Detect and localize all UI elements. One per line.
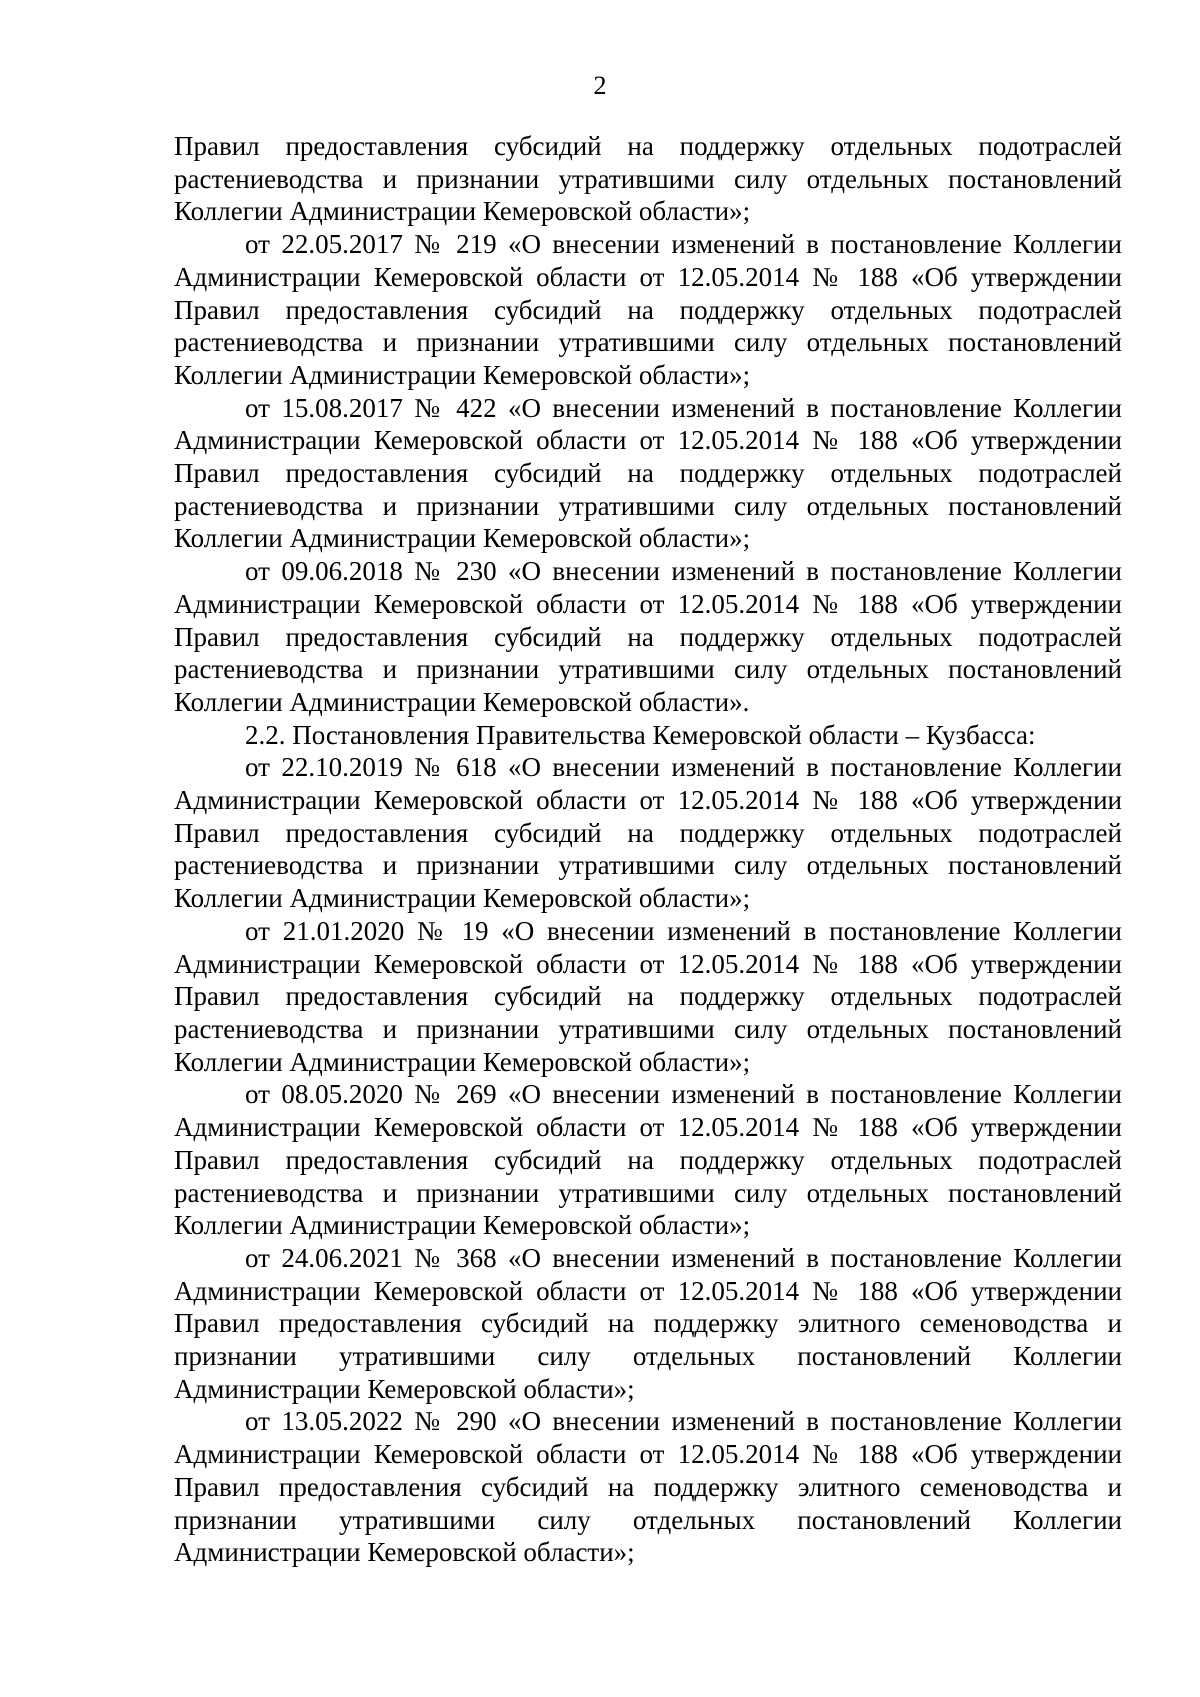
page-number: 2: [593, 71, 607, 100]
list-item-resolution-269: от 08.05.2020 № 269 «О внесении изменений в постановление Коллегии Администрации Кемеровской области от 12.05.2014 № 188 «Об утверждении Правил предоставления субсидий на поддержку отдельных подотраслей растениеводства и признании утратившими силу отдельных постановлений Коллегии Администрации Кемеровской области»;: [174, 1079, 1122, 1241]
section-heading-2-2: 2.2. Постановления Правительства Кемеровской области – Кузбасса:: [245, 719, 1036, 750]
list-item-resolution-422: от 15.08.2017 № 422 «О внесении изменений в постановление Коллегии Администрации Кемеровской области от 12.05.2014 № 188 «Об утверждении Правил предоставления субсидий на поддержку отдельных подотраслей растениеводства и признании утратившими силу отдельных постановлений Коллегии Администрации Кемеровской области»;: [174, 392, 1122, 554]
list-item-resolution-368: от 24.06.2021 № 368 «О внесении изменений в постановление Коллегии Администрации Кемеровской области от 12.05.2014 № 188 «Об утверждении Правил предоставления субсидий на поддержку элитного семеноводства и признании утратившими силу отдельных постановлений Коллегии Администрации Кемеровской области»;: [174, 1242, 1122, 1404]
list-item-resolution-219: от 22.05.2017 № 219 «О внесении изменений в постановление Коллегии Администрации Кемеровской области от 12.05.2014 № 188 «Об утверждении Правил предоставления субсидий на поддержку отдельных подотраслей растениеводства и признании утратившими силу отдельных постановлений Коллегии Администрации Кемеровской области»;: [174, 229, 1122, 390]
list-item-resolution-19: от 21.01.2020 № 19 «О внесении изменений в постановление Коллегии Администрации Кемеровской области от 12.05.2014 № 188 «Об утверждении Правил предоставления субсидий на поддержку отдельных подотраслей растениеводства и признании утратившими силу отдельных постановлений Коллегии Администрации Кемеровской области»;: [174, 915, 1122, 1077]
list-item-resolution-290: от 13.05.2022 № 290 «О внесении изменений в постановление Коллегии Администрации Кемеровской области от 12.05.2014 № 188 «Об утверждении Правил предоставления субсидий на поддержку элитного семеноводства и признании утратившими силу отдельных постановлений Коллегии Администрации Кемеровской области»;: [174, 1406, 1122, 1568]
list-item-resolution-230: от 09.06.2018 № 230 «О внесении изменений в постановление Коллегии Администрации Кемеровской области от 12.05.2014 № 188 «Об утверждении Правил предоставления субсидий на поддержку отдельных подотраслей растениеводства и признании утратившими силу отдельных постановлений Коллегии Администрации Кемеровской области».: [174, 556, 1122, 717]
document-body: [174, 130, 1122, 1569]
list-item-resolution-618: от 22.10.2019 № 618 «О внесении изменений в постановление Коллегии Администрации Кемеровской области от 12.05.2014 № 188 «Об утверждении Правил предоставления субсидий на поддержку отдельных подотраслей растениеводства и признании утратившими силу отдельных постановлений Коллегии Администрации Кемеровской области»;: [174, 752, 1122, 914]
paragraph-continuation: Правил предоставления субсидий на поддержку отдельных подотраслей растениеводства и признании утратившими силу отдельных постановлений Коллегии Администрации Кемеровской области»;: [174, 131, 1122, 227]
